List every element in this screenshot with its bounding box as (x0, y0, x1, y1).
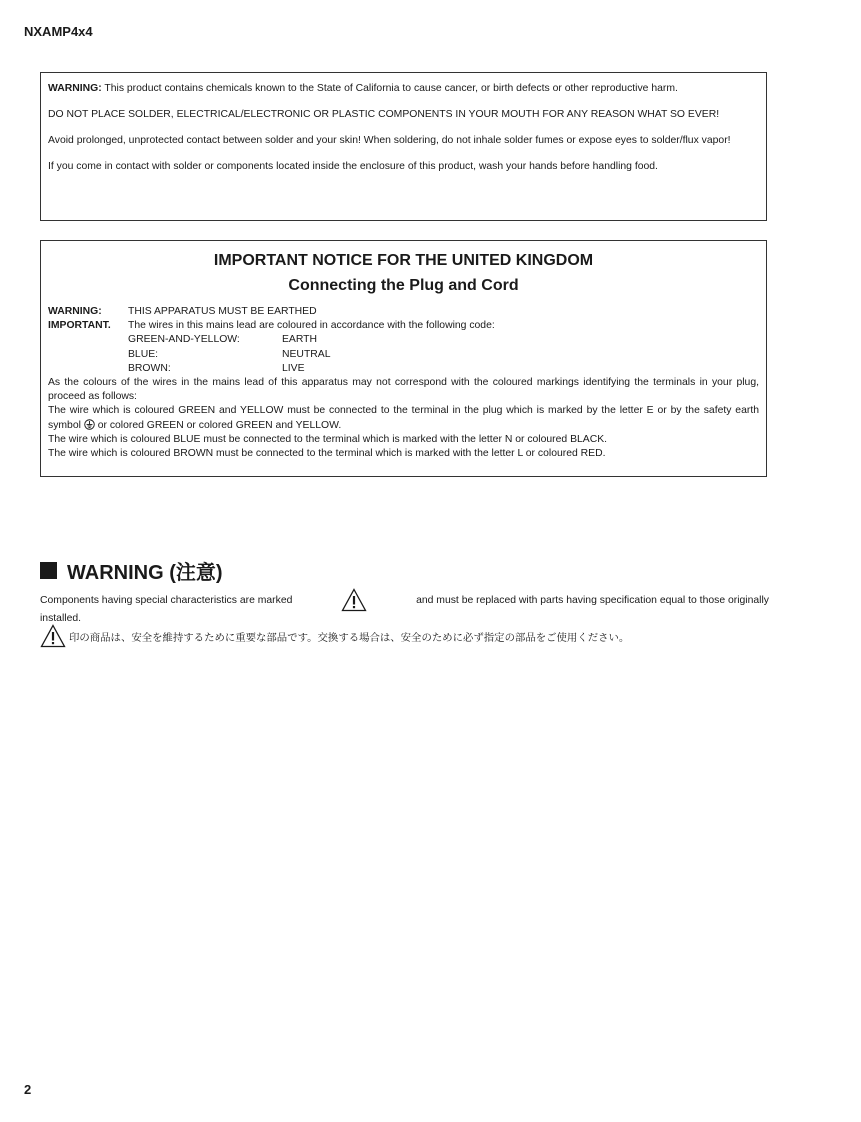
uk-notice-subtitle: Connecting the Plug and Cord (288, 277, 519, 294)
earthed-warning-row (48, 305, 759, 319)
components-text-middle: and must be replaced with parts having specification equal to those originally (416, 594, 769, 606)
warning-section-heading (40, 556, 223, 585)
uk-warning-text: THIS APPARATUS MUST BE EARTHED (128, 306, 317, 317)
green-yellow-wire-paragraph (48, 404, 759, 432)
japanese-warning-text: 印の商品は、安全を維持するために重要な部品です。交換する場合は、安全のために必ず指定の部品をご使用ください。 (69, 632, 630, 644)
solder-contact-paragraph: Avoid prolonged, unprotected contact between solder and your skin! When soldering, do not inhale solder fumes or expose eyes to solder/flux vapor! (48, 135, 731, 146)
important-row (48, 319, 759, 333)
warning-triangle-icon (40, 624, 66, 648)
wire-color: BROWN: (128, 362, 171, 374)
wire-code-row (48, 348, 759, 362)
important-label: IMPORTANT. (48, 320, 111, 332)
warning-heading-text: WARNING (注意) (67, 562, 223, 584)
uk-warning-label: WARNING: (48, 306, 102, 317)
important-text: The wires in this mains lead are coloured in accordance with the following code: (128, 320, 495, 332)
colour-correspondence-paragraph: As the colours of the wires in the mains lead of this apparatus may not correspond with the coloured markings identifying the terminals in your plug, proceed as follows: (48, 377, 759, 403)
green-yellow-text: The wire which is coloured GREEN and YELLOW must be connected to the terminal in the plug which is marked by the letter E or by the safety earth symbol (48, 405, 759, 431)
components-warning-paragraph (40, 588, 769, 625)
black-square-bullet-icon (40, 562, 57, 579)
components-text-end: installed. (40, 613, 82, 624)
wire-code-row (48, 362, 759, 376)
wire-meaning: LIVE (282, 362, 305, 374)
warning-label: WARNING: (48, 83, 102, 94)
japanese-warning-line (40, 624, 629, 648)
uk-notice-title: IMPORTANT NOTICE FOR THE UNITED KINGDOM (213, 252, 594, 269)
page-number: 2 (24, 1082, 32, 1097)
green-yellow-text-end: or colored GREEN or colored GREEN and YELLOW. (94, 419, 342, 431)
uk-notice-box (40, 240, 767, 477)
california-warning-box (40, 72, 767, 221)
earth-symbol-icon (84, 419, 95, 430)
wire-code-row (48, 333, 759, 347)
brown-wire-paragraph: The wire which is coloured BROWN must be connected to the terminal which is marked with the letter L or coloured RED. (48, 448, 606, 460)
wire-color: BLUE: (128, 348, 159, 360)
warning-triangle-icon (341, 588, 367, 612)
warning-text: This product contains chemicals known to the State of California to cause cancer, or birth defects or other reproductive harm. (101, 83, 678, 94)
wire-meaning: EARTH (282, 334, 318, 346)
blue-wire-paragraph: The wire which is coloured BLUE must be connected to the terminal which is marked with the letter N or coloured BLACK. (48, 433, 608, 445)
wire-meaning: NEUTRAL (282, 348, 331, 360)
components-text-start: Components having special characteristics are marked (40, 594, 293, 606)
document-model-header: NXAMP4x4 (24, 24, 93, 39)
wire-color: GREEN-AND-YELLOW: (128, 334, 240, 346)
wash-hands-paragraph: If you come in contact with solder or components located inside the enclosure of this product, wash your hands before handling food. (48, 161, 658, 172)
solder-mouth-paragraph: DO NOT PLACE SOLDER, ELECTRICAL/ELECTRONIC OR PLASTIC COMPONENTS IN YOUR MOUTH FOR ANY REASON WHAT SO EVER! (48, 109, 720, 120)
california-warning-paragraph (48, 82, 759, 95)
